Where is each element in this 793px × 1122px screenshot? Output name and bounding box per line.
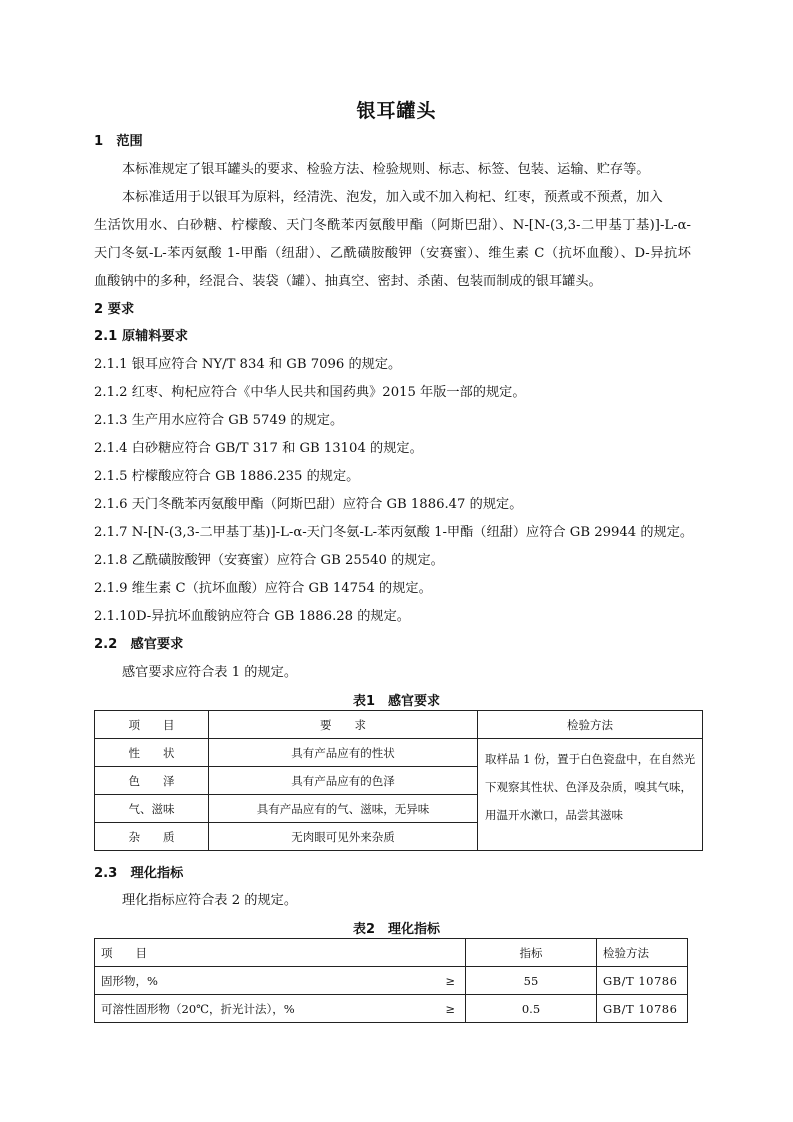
sensory-paragraph: 感官要求应符合表 1 的规定。 bbox=[122, 665, 298, 680]
scope-paragraph-2-line-4: 血酸钠中的多种，经混合、装袋（罐）、抽真空、密封、杀菌、包装而制成的银耳罐头。 bbox=[94, 274, 602, 289]
sensory-table bbox=[94, 710, 703, 851]
row-requirement: 具有产品应有的色泽 bbox=[209, 767, 478, 795]
row-item: 可溶性固形物（20℃，折光计法），% bbox=[95, 995, 423, 1023]
header-requirement: 要 求 bbox=[209, 711, 478, 739]
row-requirement: 无肉眼可见外来杂质 bbox=[209, 823, 478, 851]
table-2-caption: 表2 理化指标 bbox=[352, 922, 441, 937]
clause-2-1-6: 2.1.6 天门冬酰苯丙氨酸甲酯（阿斯巴甜）应符合 GB 1886.47 的规定。 bbox=[94, 497, 523, 512]
method-cell: 取样品 1 份，置于白色瓷盘中，在自然光下观察其性状、色泽及杂质，嗅其气味，用温开水漱口，品尝其滋味 bbox=[478, 739, 703, 851]
row-symbol: ≥ bbox=[423, 995, 466, 1023]
clause-2-1-8: 2.1.8 乙酰磺胺酸钾（安赛蜜）应符合 GB 25540 的规定。 bbox=[94, 553, 444, 568]
clause-2-1-2: 2.1.2 红枣、枸杞应符合《中华人民共和国药典》2015 年版一部的规定。 bbox=[94, 385, 526, 400]
scope-paragraph-2-line-1: 本标准适用于以银耳为原料，经清洗、泡发，加入或不加入枸杞、红枣，预煮或不预煮，加入 bbox=[122, 190, 663, 205]
row-item: 色 泽 bbox=[95, 767, 209, 795]
header-item: 项 目 bbox=[95, 939, 466, 967]
clause-2-1-10: 2.1.10D-异抗坏血酸钠应符合 GB 1886.28 的规定。 bbox=[94, 609, 410, 624]
row-symbol: ≥ bbox=[423, 967, 466, 995]
table-row bbox=[95, 967, 688, 995]
physicochemical-paragraph: 理化指标应符合表 2 的规定。 bbox=[122, 893, 298, 908]
clause-2-1-9: 2.1.9 维生素 C（抗坏血酸）应符合 GB 14754 的规定。 bbox=[94, 581, 432, 596]
row-item: 气、滋味 bbox=[95, 795, 209, 823]
clause-2-1-7: 2.1.7 N-[N-(3,3-二甲基丁基)]-L-α-天门冬氨-L-苯丙氨酸 1-甲酯（纽甜）应符合 GB 29944 的规定。 bbox=[94, 525, 694, 540]
row-value: 0.5 bbox=[466, 995, 597, 1023]
row-method: GB/T 10786 bbox=[597, 995, 688, 1023]
row-item: 杂 质 bbox=[95, 823, 209, 851]
row-method: GB/T 10786 bbox=[597, 967, 688, 995]
clause-2-1-5: 2.1.5 柠檬酸应符合 GB 1886.235 的规定。 bbox=[94, 469, 360, 484]
table-1-caption: 表1 感官要求 bbox=[352, 694, 441, 709]
row-requirement: 具有产品应有的气、滋味，无异味 bbox=[209, 795, 478, 823]
row-requirement: 具有产品应有的性状 bbox=[209, 739, 478, 767]
row-item: 性 状 bbox=[95, 739, 209, 767]
page-title: 银耳罐头 bbox=[356, 100, 437, 122]
header-method: 检验方法 bbox=[478, 711, 703, 739]
scope-paragraph-2-line-3: 天门冬氨-L-苯丙氨酸 1-甲酯（纽甜）、乙酰磺胺酸钾（安赛蜜）、维生素 C（抗坏血酸）、D-异抗坏 bbox=[94, 246, 691, 261]
scope-paragraph-2-line-2: 生活饮用水、白砂糖、柠檬酸、天门冬酰苯丙氨酸甲酯（阿斯巴甜）、N-[N-(3,3-二甲基丁基)]-L-α- bbox=[94, 218, 691, 233]
header-item: 项 目 bbox=[95, 711, 209, 739]
physicochemical-table bbox=[94, 938, 688, 1023]
section-1-heading: 1 范围 bbox=[94, 134, 143, 149]
section-2-heading: 2 要求 bbox=[94, 302, 135, 317]
table-header-row bbox=[95, 711, 703, 739]
section-2-3-heading: 2.3 理化指标 bbox=[94, 866, 184, 881]
clause-2-1-1: 2.1.1 银耳应符合 NY/T 834 和 GB 7096 的规定。 bbox=[94, 357, 402, 372]
clause-2-1-3: 2.1.3 生产用水应符合 GB 5749 的规定。 bbox=[94, 413, 344, 428]
section-2-1-heading: 2.1 原辅料要求 bbox=[94, 329, 188, 344]
section-2-2-heading: 2.2 感官要求 bbox=[94, 637, 184, 652]
scope-paragraph-1: 本标准规定了银耳罐头的要求、检验方法、检验规则、标志、标签、包装、运输、贮存等。 bbox=[122, 162, 650, 177]
row-value: 55 bbox=[466, 967, 597, 995]
table-header-row bbox=[95, 939, 688, 967]
clause-2-1-4: 2.1.4 白砂糖应符合 GB/T 317 和 GB 13104 的规定。 bbox=[94, 441, 423, 456]
row-item: 固形物，% bbox=[95, 967, 423, 995]
header-value: 指标 bbox=[466, 939, 597, 967]
table-row bbox=[95, 739, 703, 767]
header-method: 检验方法 bbox=[597, 939, 688, 967]
table-row bbox=[95, 995, 688, 1023]
